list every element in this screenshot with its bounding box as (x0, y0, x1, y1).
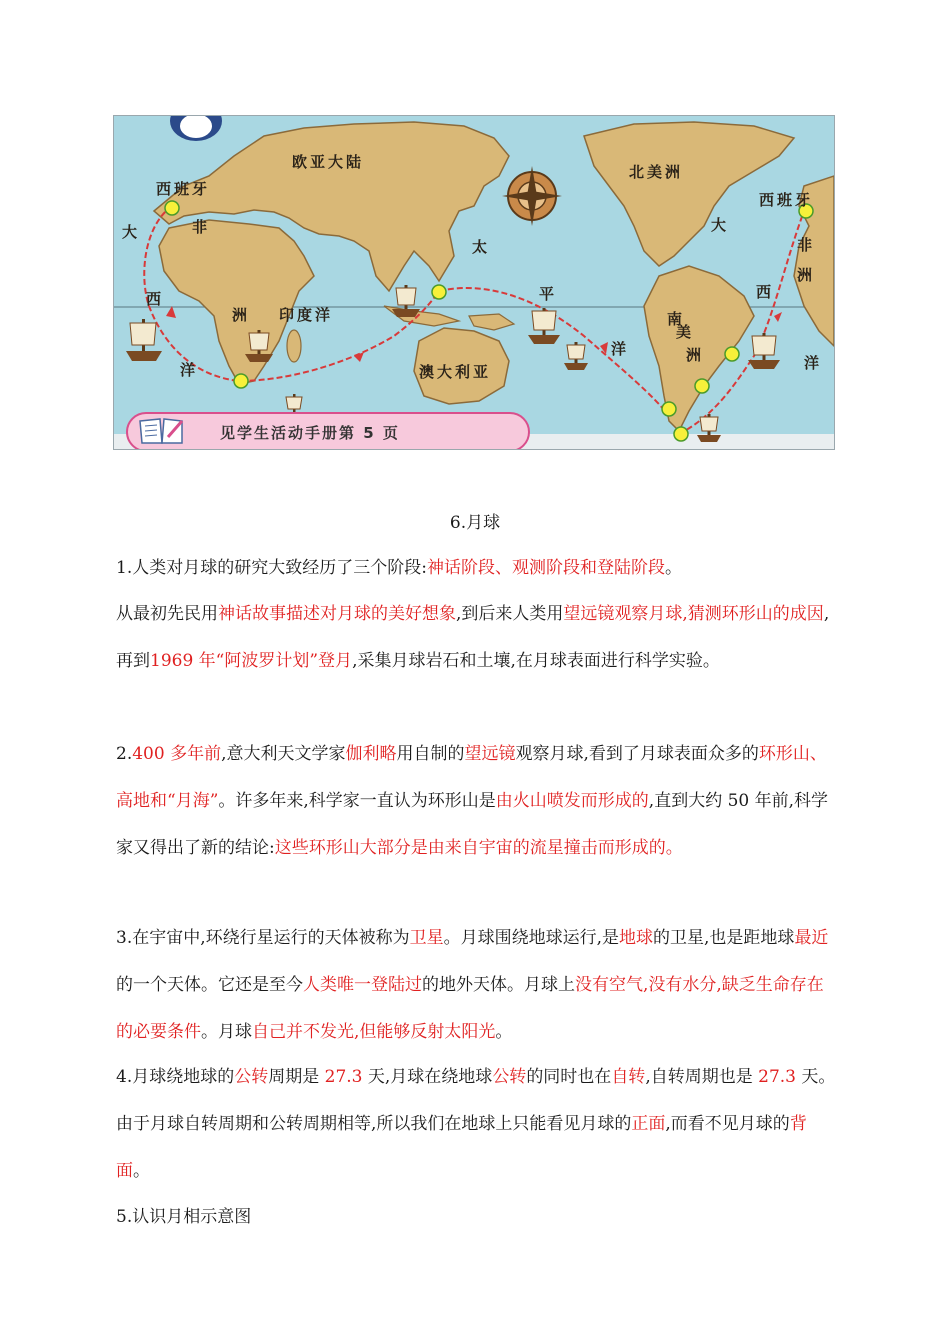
highlight: 神话故事描述对月球的美好想象 (218, 604, 456, 624)
text: 2. (116, 744, 133, 764)
label-pacific-2: 平 (539, 285, 558, 303)
banner-text: 见学生活动手册第 5 页 (220, 424, 400, 442)
text: 从最初先民用 (116, 604, 218, 624)
text: ,采集月球岩石和土壤,在月球表面进行科学实验。 (352, 651, 720, 671)
text: 的卫星,也是距地球 (653, 928, 795, 948)
text: ,到后来人类用 (456, 604, 564, 624)
highlight: 由火山喷发而形成的 (495, 791, 649, 811)
text: 3.在宇宙中,环绕行星运行的天体被称为 (116, 928, 410, 948)
text: 周期是 (268, 1067, 325, 1087)
highlight: 自转 (611, 1067, 646, 1087)
label-africa-left-2: 洲 (232, 306, 251, 324)
highlight: 这些环形山大部分是由来自宇宙的流星撞击而形成的。 (274, 838, 683, 858)
highlight: 公转 (234, 1067, 269, 1087)
text: ,直到大约 50 年前,科学家又得出了新的结论: (116, 791, 829, 858)
text: ,意大利天文学家 (221, 744, 346, 764)
text: 。许多年来,科学家一直认为环形山是 (218, 791, 496, 811)
land-madagascar (287, 330, 301, 362)
highlight: 望远镜 (464, 744, 516, 764)
highlight: 27.3 (758, 1067, 796, 1087)
text: 的同时也在 (526, 1067, 612, 1087)
highlight: 400 多年前 (132, 744, 222, 764)
label-africa-right-2: 洲 (797, 266, 816, 284)
open-book-icon (138, 417, 186, 445)
highlight: 27.3 (324, 1067, 363, 1087)
highlight: 神话阶段、观测阶段和登陆阶段 (426, 558, 665, 578)
text: 。 (664, 558, 682, 578)
paragraph-galileo (116, 731, 840, 872)
section-title: 6.月球 (449, 513, 501, 533)
paragraph-satellite (116, 915, 840, 1056)
text: 。 (495, 1022, 513, 1042)
paragraph-history (116, 591, 840, 685)
label-spain-right: 西班牙 (759, 191, 814, 209)
text: ,自转周期也是 (645, 1067, 759, 1087)
label-atlantic-left-3: 洋 (180, 361, 199, 379)
text: 1.人类对月球的研究大致经历了三个阶段: (116, 558, 427, 578)
highlight: 1969 年“阿波罗计划”登月 (150, 651, 353, 671)
text: ,而看不见月球的 (665, 1114, 790, 1134)
label-south-america-1: 南 (667, 310, 686, 328)
text: 观察月球,看到了月球表面众多的 (515, 744, 759, 764)
map-graphic (114, 116, 834, 449)
text: 。 (133, 1161, 150, 1181)
label-pacific-3: 洋 (611, 340, 630, 358)
text: 用自制的 (396, 744, 465, 764)
world-voyage-map (113, 115, 835, 450)
label-north-america: 北美洲 (629, 163, 684, 181)
highlight: 望远镜观察月球,猜测环形山的成因 (563, 604, 824, 624)
text: 的地外天体。月球上 (422, 975, 575, 995)
paragraph-rotation (116, 1054, 840, 1195)
label-south-america-3: 洲 (686, 346, 705, 364)
label-atlantic-right-1: 大 (711, 216, 730, 234)
label-indian-ocean: 印度洋 (279, 306, 334, 324)
label-pacific-1: 太 (472, 238, 491, 256)
highlight: 人类唯一登陆过 (303, 975, 422, 995)
highlight: 伽利略 (345, 744, 397, 764)
label-australia: 澳大利亚 (419, 363, 492, 381)
label-atlantic-right-2: 西 (756, 283, 775, 301)
highlight: 没有空气,没有水分,缺乏生命存在的必要条件 (116, 975, 824, 1042)
text: 。月球围绕地球运行,是 (443, 928, 620, 948)
label-south-america-2: 美 (676, 323, 695, 341)
text: 天,月球在绕地球 (362, 1067, 493, 1087)
highlight: 正面 (631, 1114, 666, 1134)
label-eurasia: 欧亚大陆 (292, 153, 365, 171)
label-africa-right-1: 非 (797, 236, 816, 254)
highlight: 背面 (116, 1114, 807, 1181)
text: 天。由于月球自转周期和公转周期相等,所以我们在地球上只能看见月球的 (116, 1067, 836, 1134)
activity-book-banner (126, 412, 530, 450)
highlight: 自己并不发光,但能够反射太阳光 (252, 1022, 496, 1042)
text: 。月球 (201, 1022, 252, 1042)
label-spain-left: 西班牙 (156, 180, 211, 198)
label-atlantic-left-1: 大 (122, 223, 141, 241)
highlight: 卫星 (409, 928, 444, 948)
highlight: 地球 (619, 928, 654, 948)
highlight: 最近 (794, 928, 829, 948)
label-africa-left-1: 非 (192, 218, 211, 236)
label-atlantic-right-3: 洋 (804, 354, 823, 372)
paragraph-stages (116, 545, 840, 592)
text: ,再到 (116, 604, 830, 671)
paragraph-moon-phases: 5.认识月相示意图 (116, 1207, 252, 1227)
highlight: 环形山、高地和“月海” (116, 744, 827, 811)
text: 4.月球绕地球的 (116, 1067, 235, 1087)
text: 的一个天体。它还是至今 (116, 975, 303, 995)
label-atlantic-left-2: 西 (146, 290, 165, 308)
highlight: 公转 (492, 1067, 527, 1087)
